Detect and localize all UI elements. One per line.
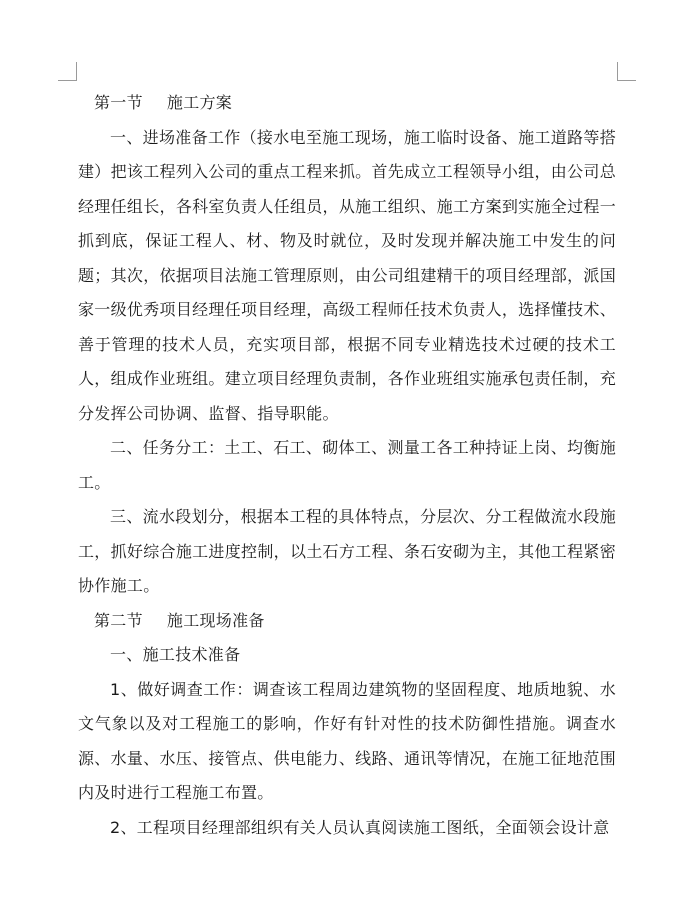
paragraph: 1、做好调查工作：调查该工程周边建筑物的坚固程度、地质地貌、水文气象以及对工程施工的影响，作好有针对性的技术防御性措施。调查水源、水量、水压、接管点、供电能力、线路、通讯等情况，在施工征地范围内及时进行工程施工布置。 — [78, 679, 616, 802]
section-title: 施工方案 — [166, 93, 233, 112]
section-number: 第一节 — [94, 93, 143, 112]
section-title: 施工现场准备 — [166, 610, 265, 630]
margin-corner-mark-left — [58, 62, 77, 81]
document-body[interactable] — [78, 86, 616, 845]
paragraph: 一、进场准备工作（接水电至施工现场，施工临时设备、施工道路等搭建）把该工程列入公司的重点工程来抓。首先成立工程领导小组，由公司总经理任组长，各科室负责人任组员，从施工组织、施工方案到实施全过程一抓到底，保证工程人、材、物及时就位，及时发现并解决施工中发生的问题；其次，依据项目法施工管理原则，由公司组建精干的项目经理部，派国家一级优秀项目经理任项目经理，高级工程师任技术负责人，选择懂技术、善于管理的技术人员，充实项目部，根据不同专业精选技术过硬的技术工人，组成作业班组。建立项目经理负责制，各作业班组实施承包责任制，充分发挥公司协调、监督、指导职能。 — [78, 127, 616, 423]
margin-corner-mark-right — [617, 62, 636, 81]
section-number: 第二节 — [94, 610, 143, 630]
subheading: 一、施工技术准备 — [110, 645, 241, 664]
section-heading-2 — [78, 604, 616, 639]
paragraph: 三、流水段划分，根据本工程的具体特点，分层次、分工程做流水段施工，抓好综合施工进度控制，以土石方工程、条石安砌为主，其他工程紧密协作施工。 — [78, 507, 616, 595]
paragraph: 2、工程项目经理部组织有关人员认真阅读施工图纸，全面领会设计意 — [110, 817, 610, 837]
section-heading-1 — [78, 86, 616, 121]
paragraph: 二、任务分工：土工、石工、砌体工、测量工各工种持证上岗、均衡施工。 — [78, 438, 616, 492]
